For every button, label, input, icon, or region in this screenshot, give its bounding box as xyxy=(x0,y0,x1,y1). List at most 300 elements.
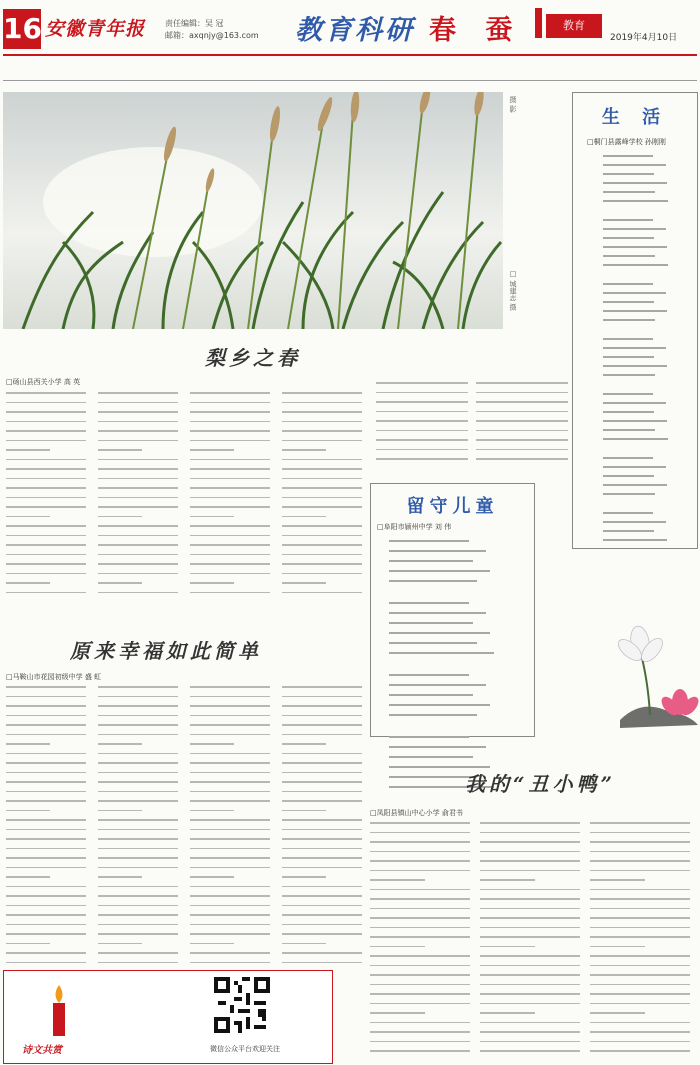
text-line xyxy=(98,715,178,717)
text-line xyxy=(282,705,362,707)
text-line xyxy=(480,860,580,862)
text-line xyxy=(282,962,362,964)
text-line xyxy=(389,642,477,644)
text-line xyxy=(6,857,86,859)
text-line xyxy=(98,449,142,451)
text-line xyxy=(282,459,362,461)
text-line xyxy=(603,429,655,431)
text-line xyxy=(6,582,50,584)
text-line xyxy=(389,694,473,696)
text-line xyxy=(6,421,86,423)
text-line xyxy=(6,743,50,745)
text-line xyxy=(389,746,486,748)
text-line xyxy=(190,724,270,726)
text-line xyxy=(190,924,270,926)
text-line xyxy=(282,895,362,897)
text-line xyxy=(389,570,490,572)
text-line xyxy=(190,857,270,859)
text-line xyxy=(389,612,486,614)
text-line xyxy=(603,438,668,440)
text-line xyxy=(389,632,490,634)
text-line xyxy=(6,905,86,907)
text-line xyxy=(282,516,326,518)
text-line xyxy=(98,905,178,907)
header-rule xyxy=(3,54,697,56)
text-line xyxy=(6,791,86,793)
text-line xyxy=(376,449,468,451)
text-line xyxy=(389,540,469,542)
text-line xyxy=(98,392,178,394)
text-line xyxy=(98,857,178,859)
column-title: 春 蚕 xyxy=(429,15,523,46)
text-line xyxy=(282,402,362,404)
text-line xyxy=(190,421,270,423)
text-line xyxy=(282,772,362,774)
text-line xyxy=(480,917,580,919)
text-line xyxy=(282,592,362,594)
text-line xyxy=(282,829,362,831)
text-line xyxy=(282,933,362,935)
section-title xyxy=(295,8,522,47)
text-line xyxy=(590,936,690,938)
text-line xyxy=(376,401,468,403)
text-line xyxy=(370,870,470,872)
text-line xyxy=(190,592,270,594)
text-line xyxy=(603,411,654,413)
text-line xyxy=(190,535,270,537)
poem-box xyxy=(370,483,535,737)
text-line xyxy=(190,933,270,935)
article-title: 我的“丑小鸭” xyxy=(465,772,617,796)
text-line xyxy=(98,686,178,688)
text-line xyxy=(190,943,234,945)
text-line xyxy=(590,889,690,891)
text-line xyxy=(590,955,690,957)
text-line xyxy=(6,734,86,736)
text-line xyxy=(6,838,86,840)
text-line xyxy=(6,592,86,594)
text-line xyxy=(98,563,178,565)
text-line xyxy=(98,772,178,774)
text-line xyxy=(389,622,473,624)
text-line xyxy=(370,917,470,919)
text-line xyxy=(590,851,690,853)
text-line xyxy=(603,420,667,422)
text-line xyxy=(376,420,468,422)
text-line xyxy=(389,652,494,654)
text-line xyxy=(6,468,86,470)
text-line xyxy=(98,895,178,897)
text-line xyxy=(190,762,270,764)
text-line xyxy=(476,458,568,460)
text-line xyxy=(603,301,654,303)
article-author: □马鞍山市花园初级中学 盛 虹 xyxy=(6,673,102,681)
text-line xyxy=(282,819,362,821)
text-line xyxy=(389,674,469,676)
text-line xyxy=(282,563,362,565)
text-line xyxy=(190,506,270,508)
text-line xyxy=(476,420,568,422)
poem-title: 留守儿童 xyxy=(406,496,499,517)
text-line xyxy=(590,822,690,824)
text-line xyxy=(603,475,654,477)
newspaper-name: 安徽青年报 xyxy=(45,18,146,40)
text-line xyxy=(98,724,178,726)
text-line xyxy=(98,800,178,802)
text-line xyxy=(590,1041,690,1043)
text-line xyxy=(190,848,270,850)
text-line xyxy=(480,993,580,995)
text-line xyxy=(190,696,270,698)
text-line xyxy=(98,582,142,584)
text-line xyxy=(282,506,362,508)
text-line xyxy=(590,917,690,919)
text-line xyxy=(376,392,468,394)
text-line xyxy=(590,984,690,986)
text-line xyxy=(480,936,580,938)
text-line xyxy=(190,705,270,707)
text-line xyxy=(603,484,667,486)
text-line xyxy=(190,487,270,489)
text-line xyxy=(590,1003,690,1005)
text-line xyxy=(282,867,362,869)
text-line xyxy=(480,879,535,881)
text-line xyxy=(370,841,470,843)
text-line xyxy=(480,1012,535,1014)
text-line xyxy=(590,965,690,967)
text-line xyxy=(98,468,178,470)
text-line xyxy=(476,411,568,413)
text-line xyxy=(190,544,270,546)
text-line xyxy=(6,772,86,774)
photo-credit-label: 摄 影 xyxy=(509,96,517,113)
text-line xyxy=(98,838,178,840)
text-line xyxy=(282,924,362,926)
text-line xyxy=(376,458,468,460)
text-line xyxy=(98,781,178,783)
text-line xyxy=(590,927,690,929)
text-line xyxy=(370,860,470,862)
text-line xyxy=(603,356,654,358)
text-line xyxy=(98,829,178,831)
text-line xyxy=(370,889,470,891)
text-line xyxy=(476,439,568,441)
text-line xyxy=(190,392,270,394)
text-line xyxy=(6,781,86,783)
editor-line: 责任编辑：吴 冠 xyxy=(165,19,224,28)
text-line xyxy=(590,879,645,881)
text-line xyxy=(98,592,178,594)
text-line xyxy=(603,457,653,459)
text-line xyxy=(603,246,667,248)
text-line xyxy=(190,459,270,461)
text-line xyxy=(98,914,178,916)
text-line xyxy=(282,478,362,480)
qr-code[interactable] xyxy=(214,977,270,1033)
text-line xyxy=(6,478,86,480)
text-line xyxy=(590,1022,690,1024)
text-line xyxy=(6,962,86,964)
text-line xyxy=(190,449,234,451)
text-line xyxy=(370,974,470,976)
text-line xyxy=(6,705,86,707)
text-line xyxy=(603,466,666,468)
text-line xyxy=(603,219,653,221)
text-line xyxy=(282,715,362,717)
text-line xyxy=(603,347,666,349)
text-line xyxy=(6,715,86,717)
text-line xyxy=(6,430,86,432)
text-line xyxy=(282,411,362,413)
text-line xyxy=(389,736,469,738)
text-line xyxy=(376,439,468,441)
text-line xyxy=(98,962,178,964)
text-line xyxy=(190,867,270,869)
text-line xyxy=(190,781,270,783)
text-line xyxy=(190,876,234,878)
text-line xyxy=(6,800,86,802)
text-line xyxy=(98,421,178,423)
article-author: □砀山县西关小学 高 英 xyxy=(6,378,81,386)
text-line xyxy=(98,810,142,812)
text-line xyxy=(6,895,86,897)
text-line xyxy=(282,943,326,945)
section-badge: 教育 xyxy=(546,14,602,38)
text-line xyxy=(389,580,477,582)
text-line xyxy=(370,1031,470,1033)
text-line xyxy=(6,724,86,726)
text-line xyxy=(370,984,470,986)
text-line xyxy=(590,860,690,862)
qr-caption: 微信公众平台欢迎关注 xyxy=(210,1045,280,1053)
text-line xyxy=(480,832,580,834)
text-line xyxy=(6,848,86,850)
text-line xyxy=(98,554,178,556)
text-line xyxy=(370,1003,470,1005)
editor-info xyxy=(165,18,259,42)
text-line xyxy=(590,1050,690,1052)
advert-logo-text: 诗文共赏 xyxy=(22,1045,62,1056)
text-line xyxy=(6,535,86,537)
text-line xyxy=(282,686,362,688)
text-line xyxy=(6,886,86,888)
text-line xyxy=(282,810,326,812)
text-line xyxy=(603,264,668,266)
text-line xyxy=(590,898,690,900)
text-line xyxy=(282,848,362,850)
text-line xyxy=(98,924,178,926)
text-line xyxy=(603,402,666,404)
text-line xyxy=(6,563,86,565)
text-line xyxy=(190,952,270,954)
text-line xyxy=(190,905,270,907)
text-line xyxy=(6,686,86,688)
text-line xyxy=(603,512,653,514)
text-line xyxy=(370,1050,470,1052)
text-line xyxy=(190,753,270,755)
text-line xyxy=(370,879,425,881)
text-line xyxy=(370,946,425,948)
issue-date: 2019年4月10日 xyxy=(610,33,678,43)
reed-photo xyxy=(3,92,503,329)
text-line xyxy=(98,867,178,869)
text-line xyxy=(6,924,86,926)
text-line xyxy=(603,521,666,523)
text-line xyxy=(282,914,362,916)
text-line xyxy=(190,525,270,527)
text-line xyxy=(603,200,668,202)
text-line xyxy=(6,819,86,821)
text-line xyxy=(98,516,142,518)
text-line xyxy=(603,292,666,294)
text-line xyxy=(590,1012,645,1014)
text-line xyxy=(98,886,178,888)
text-line xyxy=(282,573,362,575)
section-title-text: 教育科研 xyxy=(295,15,415,46)
text-line xyxy=(98,402,178,404)
text-line xyxy=(190,440,270,442)
text-line xyxy=(282,876,326,878)
text-line xyxy=(480,1041,580,1043)
text-line xyxy=(190,411,270,413)
text-line xyxy=(6,440,86,442)
article-title: 梨乡之春 xyxy=(205,346,301,370)
text-line xyxy=(389,714,477,716)
text-line xyxy=(480,851,580,853)
poem-sidebar xyxy=(572,92,698,549)
text-line xyxy=(480,955,580,957)
text-line xyxy=(590,908,690,910)
text-line xyxy=(370,822,470,824)
text-line xyxy=(376,430,468,432)
text-line xyxy=(98,952,178,954)
text-line xyxy=(6,753,86,755)
text-line xyxy=(190,838,270,840)
text-line xyxy=(6,829,86,831)
text-line xyxy=(98,943,142,945)
text-line xyxy=(370,1022,470,1024)
text-line xyxy=(476,382,568,384)
text-line xyxy=(6,914,86,916)
text-line xyxy=(389,560,473,562)
text-line xyxy=(6,449,50,451)
text-line xyxy=(6,762,86,764)
text-line xyxy=(282,421,362,423)
text-line xyxy=(282,487,362,489)
text-line xyxy=(98,478,178,480)
text-line xyxy=(480,898,580,900)
text-line xyxy=(190,810,234,812)
text-line xyxy=(603,155,653,157)
text-line xyxy=(590,832,690,834)
text-line xyxy=(190,582,234,584)
text-line xyxy=(6,506,86,508)
text-line xyxy=(282,582,326,584)
text-line xyxy=(6,516,50,518)
text-line xyxy=(98,705,178,707)
text-line xyxy=(282,430,362,432)
text-line xyxy=(190,895,270,897)
text-line xyxy=(370,965,470,967)
text-line xyxy=(370,927,470,929)
text-line xyxy=(6,876,50,878)
text-line xyxy=(603,310,667,312)
text-line xyxy=(590,974,690,976)
text-line xyxy=(190,734,270,736)
header-thin-rule xyxy=(3,80,697,81)
text-line xyxy=(603,539,667,541)
text-line xyxy=(480,870,580,872)
text-line xyxy=(282,468,362,470)
text-line xyxy=(6,544,86,546)
text-line xyxy=(282,535,362,537)
text-line xyxy=(190,743,234,745)
text-line xyxy=(603,237,654,239)
text-line xyxy=(98,487,178,489)
text-line xyxy=(376,382,468,384)
text-line xyxy=(282,781,362,783)
text-line xyxy=(6,933,86,935)
text-line xyxy=(6,943,50,945)
text-line xyxy=(98,743,142,745)
article-author: □凤阳县镇山中心小学 俞君书 xyxy=(370,809,463,817)
text-line xyxy=(6,392,86,394)
text-line xyxy=(603,365,667,367)
text-line xyxy=(282,497,362,499)
text-line xyxy=(282,857,362,859)
text-line xyxy=(603,182,667,184)
text-line xyxy=(370,1041,470,1043)
text-line xyxy=(376,411,468,413)
text-line xyxy=(190,554,270,556)
text-line xyxy=(370,851,470,853)
text-line xyxy=(282,800,362,802)
text-line xyxy=(480,1050,580,1052)
text-line xyxy=(480,1022,580,1024)
text-line xyxy=(98,544,178,546)
text-line xyxy=(98,535,178,537)
text-line xyxy=(190,772,270,774)
poem-author: □阜阳市颍州中学 刘 伟 xyxy=(377,523,452,531)
sidebar-author: □桐门县露峰学校 孙刚刚 xyxy=(587,138,666,146)
text-line xyxy=(190,819,270,821)
text-line xyxy=(6,867,86,869)
text-line xyxy=(370,1012,425,1014)
text-line xyxy=(282,952,362,954)
text-line xyxy=(603,283,653,285)
text-line xyxy=(370,955,470,957)
text-line xyxy=(98,753,178,755)
text-line xyxy=(98,459,178,461)
text-line xyxy=(603,393,653,395)
text-line xyxy=(282,392,362,394)
text-line xyxy=(98,762,178,764)
text-line xyxy=(282,743,326,745)
text-line xyxy=(98,848,178,850)
text-line xyxy=(282,734,362,736)
candle-logo xyxy=(44,983,74,1038)
text-line xyxy=(603,255,655,257)
text-line xyxy=(476,401,568,403)
article-title: 原来幸福如此简单 xyxy=(70,639,262,663)
text-line xyxy=(6,487,86,489)
text-line xyxy=(282,554,362,556)
text-line xyxy=(603,493,655,495)
text-line xyxy=(476,392,568,394)
text-line xyxy=(98,411,178,413)
lotus-illustration xyxy=(610,620,700,730)
text-line xyxy=(98,933,178,935)
